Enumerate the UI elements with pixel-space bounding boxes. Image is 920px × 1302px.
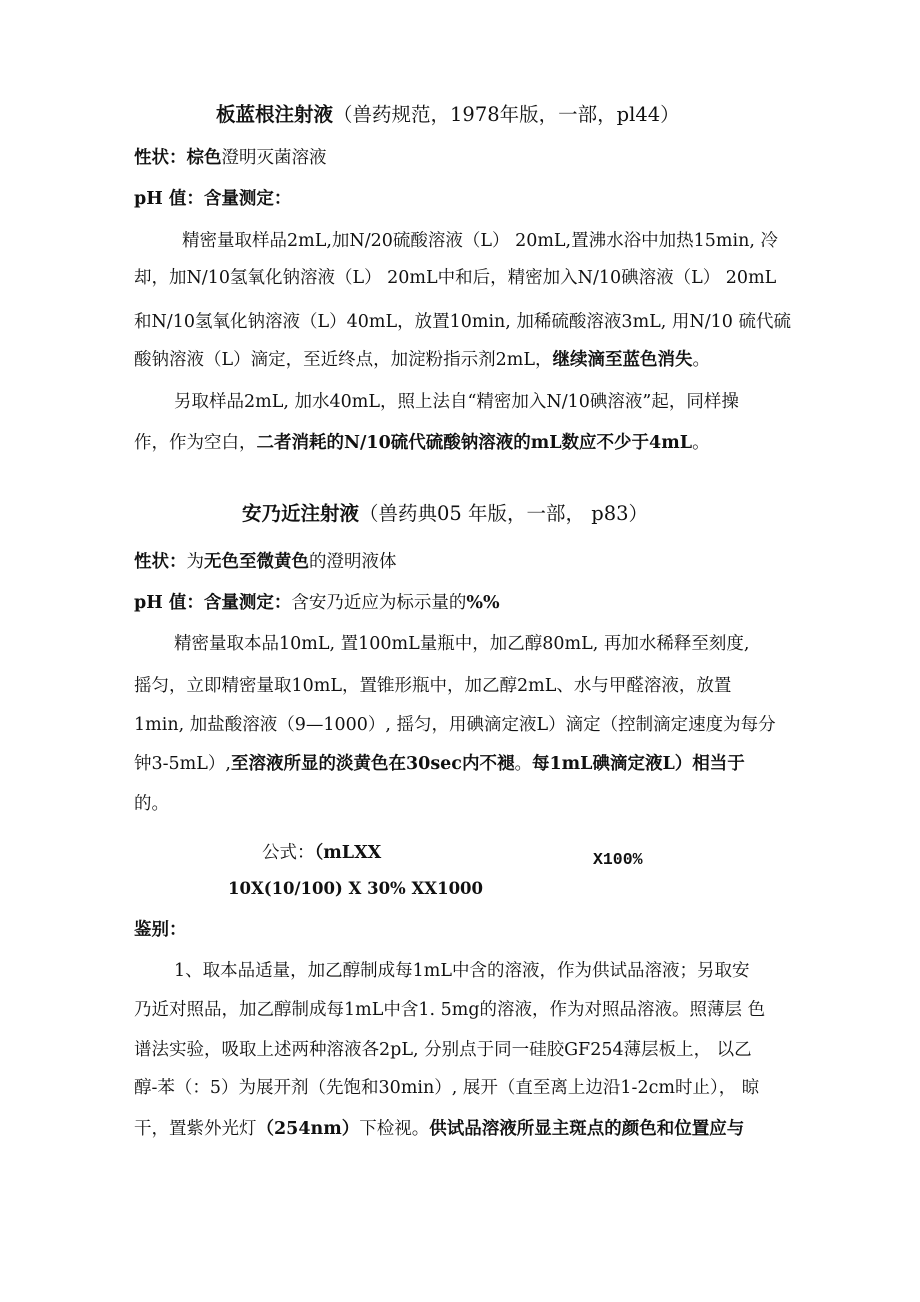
p2-line2-end: 。 bbox=[692, 433, 710, 453]
ident-line5-text: 干，置紫外光灯 bbox=[134, 1119, 257, 1139]
formula-denominator: 10X(10/100) X 30% XX1000 bbox=[228, 879, 484, 898]
ph-value: %% bbox=[466, 593, 500, 613]
p2-line2-text: 作，作为空白， bbox=[134, 433, 257, 453]
section2-ph bbox=[134, 591, 500, 615]
section2-p1-line5: 的。 bbox=[134, 794, 169, 814]
ident-line5-mid: 下检视。 bbox=[359, 1119, 430, 1139]
section2-p1-line2: 摇匀，立即精密量取10mL，置锥形瓶中，加乙醇2mL、水与甲醛溶液，放置 bbox=[134, 676, 732, 696]
section2-title-note: （兽药典05 年版，一部， p83） bbox=[359, 502, 649, 525]
p1-line4-text: 钟3-5mL）, bbox=[134, 754, 231, 774]
section1-p2-line1: 另取样品2mL, 加水40mL，照上法自“精密加入N/10碘溶液”起，同样操 bbox=[174, 392, 739, 412]
section1-title bbox=[216, 103, 680, 127]
section2-p1-line4 bbox=[134, 752, 745, 776]
properties-label: 性状： bbox=[134, 148, 187, 168]
ident-line3: 谱法实验，吸取上述两种溶液各2pL, 分别点于同一硅胶GF254薄层板上， 以乙 bbox=[134, 1040, 752, 1060]
properties-label: 性状： bbox=[134, 552, 187, 572]
identification-label: 鉴别： bbox=[134, 920, 187, 940]
p1-line4-bold1: 至溶液所显的淡黄色在30sec内不褪 bbox=[230, 754, 515, 774]
ident-line4: 醇-苯（：5）为展开剂（先饱和30min）, 展开（直至离上边沿1-2cm时止）， 晾 bbox=[134, 1078, 760, 1098]
ident-line5-bold2: 供试品溶液所显主斑点的颜色和位置应与 bbox=[429, 1119, 745, 1139]
p1-line4-bold2: 每1mL碘滴定液L）相当于 bbox=[531, 754, 745, 774]
section1-ph-label: pH 值：含量测定： bbox=[134, 189, 292, 209]
section2-p1-line3: 1min, 加盐酸溶液（9—1000）, 摇匀，用碘滴定液L）滴定（控制滴定速度为每分 bbox=[134, 715, 776, 735]
section1-p1-line4 bbox=[134, 348, 710, 372]
ph-text: 含安乃近应为标示量的 bbox=[291, 593, 467, 613]
ph-label: pH 值：含量测定： bbox=[134, 593, 292, 613]
section1-title-name: 板蓝根注射液 bbox=[216, 103, 334, 126]
p2-line2-bold: 二者消耗的N/10硫代硫酸钠溶液的mL数应不少于4mL bbox=[256, 433, 693, 453]
properties-color: 棕色 bbox=[186, 148, 222, 168]
properties-color: 无色至微黄色 bbox=[204, 552, 309, 572]
p1-line4-text: 酸钠溶液（L）滴定，至近终点，加淀粉指示剂2mL， bbox=[134, 350, 553, 370]
formula-multiplier: X100% bbox=[593, 850, 643, 869]
formula-numerator: （mLXX bbox=[314, 843, 382, 863]
ident-line5 bbox=[134, 1117, 744, 1141]
section1-p1-line2: 却，加N/10氢氧化钠溶液（L） 20mL中和后，精密加入N/10碘溶液（L） 20mL bbox=[134, 268, 777, 288]
section1-p1-line3: 和N/10氢氧化钠溶液（L）40mL，放置10min, 加稀硫酸溶液3mL, 用N/10 硫代硫 bbox=[134, 312, 791, 332]
section2-p1-line1: 精密量取本品10mL, 置100mL量瓶中，加乙醇80mL, 再加水稀释至刻度, bbox=[174, 634, 750, 654]
formula-top bbox=[262, 841, 381, 865]
section1-properties bbox=[134, 146, 327, 170]
p1-line4-end: 。 bbox=[692, 350, 710, 370]
section1-title-note: （兽药规范，1978年版，一部，pl44） bbox=[333, 103, 680, 126]
ident-line2: 乃近对照品，加乙醇制成每1mL中含1. 5mg的溶液，作为对照品溶液。照薄层 色 bbox=[134, 1000, 766, 1020]
section2-title bbox=[242, 502, 648, 526]
p1-line4-mid: 。 bbox=[514, 754, 532, 774]
section1-p2-line2 bbox=[134, 431, 710, 455]
properties-text: 的澄明液体 bbox=[309, 552, 397, 572]
section1-p1-line1: 精密量取样品2mL,加N/20硫酸溶液（L） 20mL,置沸水浴中加热15min, 冷 bbox=[182, 231, 778, 251]
section2-properties bbox=[134, 550, 397, 574]
properties-text: 澄明灭菌溶液 bbox=[221, 148, 327, 168]
p1-line4-bold: 继续滴至蓝色消失 bbox=[552, 350, 693, 370]
formula-label: 公式： bbox=[262, 843, 315, 863]
properties-pre: 为 bbox=[186, 552, 204, 572]
ident-line1: 1、取本品适量，加乙醇制成每1mL中含的溶液，作为供试品溶液；另取安 bbox=[174, 961, 750, 981]
section2-title-name: 安乃近注射液 bbox=[242, 502, 360, 525]
ident-line5-bold: （254nm） bbox=[256, 1119, 360, 1139]
